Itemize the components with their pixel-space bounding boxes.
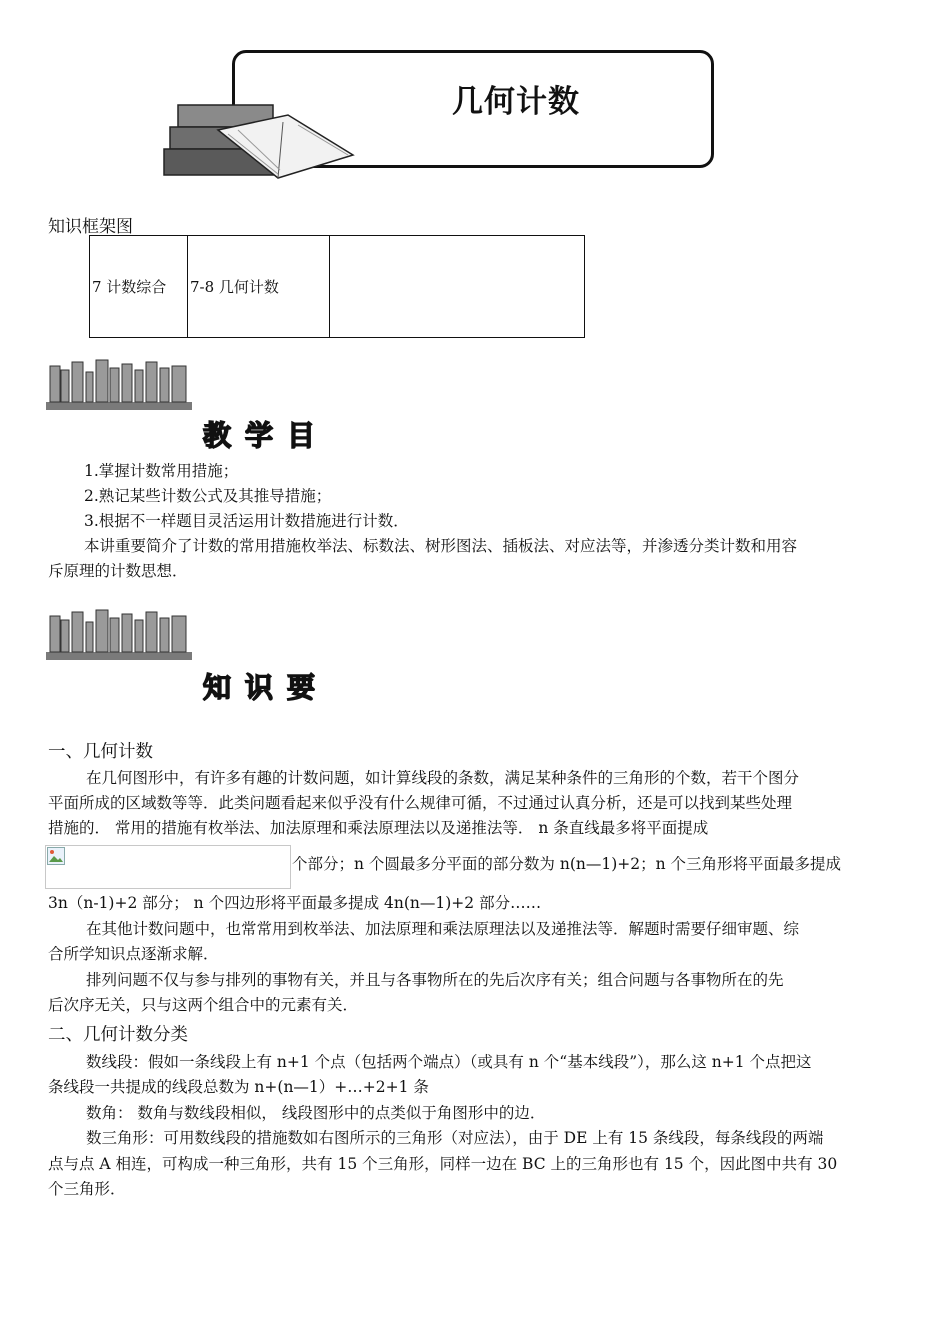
formula-image-placeholder bbox=[45, 845, 291, 889]
heading-char: 识 bbox=[245, 671, 288, 704]
paragraph-line: 数角： 数角与数线段相似， 线段图形中的点类似于角图形中的边． bbox=[86, 1104, 546, 1122]
paragraph-line: 数三角形：可用数线段的措施数如右图所示的三角形（对应法），由于 DE 上有 15 条线段，每条线段的两端 bbox=[86, 1129, 824, 1147]
paragraph-line: 个部分；n 个圆最多分平面的部分数为 n(n—1)+2；n 个三角形将平面最多提成 bbox=[292, 855, 842, 873]
paragraph-line: 3n（n-1)+2 部分； n 个四边形将平面最多提成 4n(n—1)+2 部分…… bbox=[48, 894, 542, 912]
heading-char: 目 bbox=[287, 419, 330, 452]
paragraph-line: 在几何图形中，有许多有趣的计数问题，如计算线段的条数，满足某种条件的三角形的个数，若干个图分 bbox=[86, 769, 800, 787]
paragraph-line: 数线段：假如一条线段上有 n+1 个点（包括两个端点）（或具有 n 个“基本线段”），那么这 n+1 个点把这 bbox=[86, 1053, 812, 1071]
heading-char: 学 bbox=[245, 419, 288, 452]
books-illustration bbox=[158, 100, 358, 188]
table-cell: 7 计数综合 bbox=[90, 236, 188, 338]
paragraph-line: 合所学知识点逐渐求解． bbox=[48, 945, 219, 963]
part1-heading: 一、几何计数 bbox=[48, 742, 153, 762]
goal-paragraph-line: 斥原理的计数思想． bbox=[48, 562, 188, 580]
bookshelf-icon bbox=[46, 356, 192, 414]
paragraph-line: 排列问题不仅与参与排列的事物有关，并且与各事物所在的先后次序有关；组合问题与各事物所在的先 bbox=[86, 971, 784, 989]
table-cell: 7-8 几何计数 bbox=[188, 236, 330, 338]
paragraph-line: 点与点 A 相连，可构成一种三角形，共有 15 个三角形，同样一边在 BC 上的三角形也有 15 个，因此图中共有 30 bbox=[48, 1155, 838, 1173]
framework-table bbox=[89, 235, 585, 338]
paragraph-line: 平面所成的区域数等等．此类问题看起来似乎没有什么规律可循，不过通过认真分析，还是可以找到某些处理 bbox=[48, 794, 793, 812]
section-heading-points bbox=[203, 666, 329, 706]
paragraph-line: 措施的． 常用的措施有枚举法、加法原理和乘法原理法以及递推法等． n 条直线最多将平面提成 bbox=[48, 819, 709, 837]
goal-item: 3.根据不一样题目灵活运用计数措施进行计数． bbox=[84, 512, 409, 530]
paragraph-line: 个三角形． bbox=[48, 1180, 126, 1198]
table-cell bbox=[330, 236, 585, 338]
part2-heading: 二、几何计数分类 bbox=[48, 1025, 188, 1045]
bookshelf-icon bbox=[46, 606, 192, 664]
heading-char: 知 bbox=[203, 671, 246, 704]
heading-char: 要 bbox=[287, 671, 330, 704]
goal-item: 1.掌握计数常用措施； bbox=[84, 462, 239, 480]
table-row bbox=[90, 236, 585, 338]
page-title: 几何计数 bbox=[452, 84, 580, 120]
broken-image-icon bbox=[47, 847, 65, 865]
framework-label: 知识框架图 bbox=[48, 217, 133, 237]
paragraph-line: 后次序无关，只与这两个组合中的元素有关． bbox=[48, 996, 359, 1014]
heading-char: 教 bbox=[203, 419, 246, 452]
goal-paragraph-line: 本讲重要简介了计数的常用措施枚举法、标数法、树形图法、插板法、对应法等，并渗透分类计数和用容 bbox=[84, 537, 798, 555]
section-heading-goals bbox=[203, 414, 329, 454]
paragraph-line: 在其他计数问题中，也常常用到枚举法、加法原理和乘法原理法以及递推法等．解题时需要仔细审题、综 bbox=[86, 920, 800, 938]
paragraph-line: 条线段一共提成的线段总数为 n+(n—1）+…+2+1 条 bbox=[48, 1078, 429, 1096]
goal-item: 2.熟记某些计数公式及其推导措施； bbox=[84, 487, 332, 505]
goals-list bbox=[48, 459, 908, 584]
